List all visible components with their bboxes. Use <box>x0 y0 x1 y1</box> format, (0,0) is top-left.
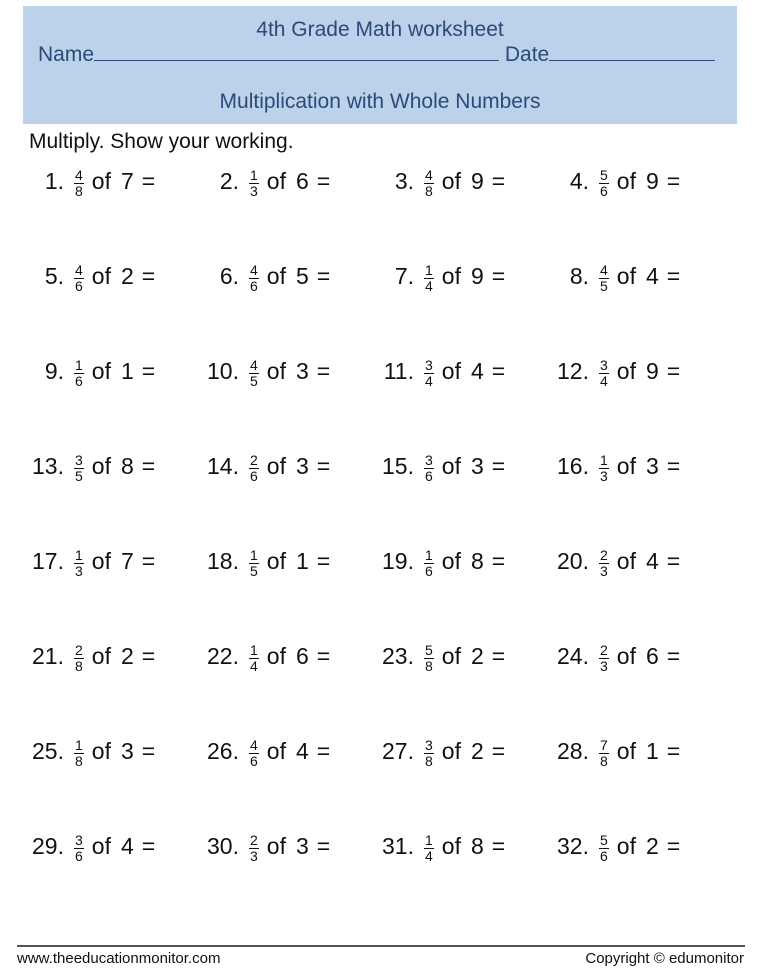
problem-number: 32. <box>557 833 589 859</box>
fraction <box>74 738 84 769</box>
problem-item <box>28 546 155 577</box>
of-word: of <box>91 263 111 289</box>
fraction <box>424 168 434 199</box>
problem-number: 18. <box>207 548 239 574</box>
problem-item <box>378 641 505 672</box>
problem-number: 2. <box>219 168 239 194</box>
whole-number: 7 <box>120 168 134 194</box>
date-field-line[interactable] <box>549 42 715 61</box>
problem-item <box>553 546 680 577</box>
fraction-numerator: 1 <box>75 737 83 753</box>
problem-item <box>28 356 155 387</box>
whole-number: 8 <box>120 453 134 479</box>
of-word: of <box>266 453 286 479</box>
problem-item <box>28 451 155 482</box>
fraction-numerator: 5 <box>600 167 608 183</box>
name-date-row <box>38 42 715 67</box>
whole-number: 9 <box>645 168 659 194</box>
problem-item <box>553 831 680 862</box>
problem-item <box>203 831 330 862</box>
fraction <box>424 738 434 769</box>
fraction-denominator: 6 <box>75 848 83 864</box>
fraction <box>74 358 84 389</box>
whole-number: 1 <box>645 738 659 764</box>
problem-item <box>28 831 155 862</box>
problem-number: 15. <box>382 453 414 479</box>
of-word: of <box>91 168 111 194</box>
fraction-denominator: 6 <box>250 468 258 484</box>
equals-sign: = <box>491 453 506 479</box>
whole-number: 4 <box>645 263 659 289</box>
fraction-numerator: 3 <box>75 452 83 468</box>
worksheet-header <box>23 6 737 124</box>
equals-sign: = <box>666 833 681 859</box>
problem-number: 29. <box>32 833 64 859</box>
of-word: of <box>266 263 286 289</box>
of-word: of <box>441 168 461 194</box>
problem-number: 23. <box>382 643 414 669</box>
fraction <box>599 643 609 674</box>
fraction <box>249 738 259 769</box>
whole-number: 2 <box>645 833 659 859</box>
problem-item <box>378 546 505 577</box>
problem-number: 25. <box>32 738 64 764</box>
fraction-numerator: 1 <box>250 167 258 183</box>
problem-number: 9. <box>44 358 64 384</box>
problem-number: 1. <box>44 168 64 194</box>
fraction-numerator: 4 <box>250 262 258 278</box>
fraction-denominator: 8 <box>425 183 433 199</box>
whole-number: 2 <box>470 643 484 669</box>
whole-number: 9 <box>645 358 659 384</box>
equals-sign: = <box>666 168 681 194</box>
equals-sign: = <box>316 263 331 289</box>
fraction-denominator: 3 <box>600 658 608 674</box>
problem-item <box>553 356 680 387</box>
fraction-numerator: 1 <box>425 262 433 278</box>
fraction-numerator: 4 <box>600 262 608 278</box>
fraction-numerator: 1 <box>425 832 433 848</box>
problem-number: 11. <box>383 358 414 384</box>
equals-sign: = <box>316 168 331 194</box>
fraction <box>249 263 259 294</box>
equals-sign: = <box>666 643 681 669</box>
fraction <box>599 833 609 864</box>
fraction-numerator: 5 <box>600 832 608 848</box>
fraction-numerator: 7 <box>600 737 608 753</box>
of-word: of <box>441 738 461 764</box>
fraction-numerator: 3 <box>75 832 83 848</box>
problem-item <box>553 736 680 767</box>
fraction-numerator: 2 <box>600 547 608 563</box>
problem-number: 6. <box>219 263 239 289</box>
equals-sign: = <box>316 358 331 384</box>
name-label: Name <box>38 43 95 66</box>
fraction-denominator: 3 <box>75 563 83 579</box>
problem-item <box>378 261 505 292</box>
date-label: Date <box>504 43 550 66</box>
problem-item <box>378 831 505 862</box>
whole-number: 1 <box>295 548 309 574</box>
fraction-denominator: 3 <box>250 183 258 199</box>
equals-sign: = <box>141 168 156 194</box>
fraction <box>424 548 434 579</box>
fraction <box>424 643 434 674</box>
problem-number: 17. <box>32 548 64 574</box>
of-word: of <box>441 263 461 289</box>
problem-item <box>378 736 505 767</box>
of-word: of <box>266 738 286 764</box>
fraction-denominator: 3 <box>600 563 608 579</box>
equals-sign: = <box>491 358 506 384</box>
problem-number: 5. <box>44 263 64 289</box>
footer-divider <box>17 945 745 947</box>
whole-number: 9 <box>470 263 484 289</box>
equals-sign: = <box>666 263 681 289</box>
problem-number: 3. <box>394 168 414 194</box>
problem-number: 22. <box>207 643 239 669</box>
equals-sign: = <box>141 548 156 574</box>
problem-number: 8. <box>569 263 589 289</box>
of-word: of <box>91 453 111 479</box>
problem-number: 31. <box>382 833 414 859</box>
fraction-denominator: 4 <box>425 848 433 864</box>
fraction <box>74 548 84 579</box>
whole-number: 4 <box>295 738 309 764</box>
fraction <box>599 168 609 199</box>
fraction <box>599 263 609 294</box>
of-word: of <box>441 548 461 574</box>
fraction-denominator: 8 <box>425 658 433 674</box>
problem-number: 14. <box>207 453 239 479</box>
problem-item <box>28 641 155 672</box>
problem-item <box>203 356 330 387</box>
fraction-denominator: 8 <box>75 658 83 674</box>
whole-number: 6 <box>645 643 659 669</box>
problem-number: 30. <box>207 833 239 859</box>
fraction <box>249 453 259 484</box>
fraction <box>249 168 259 199</box>
fraction <box>74 263 84 294</box>
whole-number: 3 <box>295 358 309 384</box>
whole-number: 2 <box>120 263 134 289</box>
problem-number: 16. <box>557 453 589 479</box>
equals-sign: = <box>666 548 681 574</box>
equals-sign: = <box>316 453 331 479</box>
fraction-numerator: 2 <box>75 642 83 658</box>
whole-number: 2 <box>120 643 134 669</box>
equals-sign: = <box>491 738 506 764</box>
problem-number: 24. <box>557 643 589 669</box>
whole-number: 1 <box>120 358 134 384</box>
fraction-numerator: 2 <box>600 642 608 658</box>
fraction-denominator: 8 <box>425 753 433 769</box>
of-word: of <box>616 168 636 194</box>
of-word: of <box>616 548 636 574</box>
fraction-denominator: 3 <box>600 468 608 484</box>
whole-number: 3 <box>295 833 309 859</box>
problem-item <box>553 166 680 197</box>
fraction-denominator: 4 <box>425 373 433 389</box>
problem-item <box>203 641 330 672</box>
equals-sign: = <box>141 263 156 289</box>
problem-item <box>28 166 155 197</box>
whole-number: 9 <box>470 168 484 194</box>
problem-number: 26. <box>207 738 239 764</box>
whole-number: 6 <box>295 643 309 669</box>
fraction-numerator: 1 <box>425 547 433 563</box>
instructions: Multiply. Show your working. <box>29 130 294 153</box>
problem-number: 13. <box>32 453 64 479</box>
fraction-denominator: 8 <box>75 753 83 769</box>
fraction-denominator: 4 <box>250 658 258 674</box>
problem-item <box>203 546 330 577</box>
fraction-denominator: 5 <box>600 278 608 294</box>
fraction <box>424 263 434 294</box>
of-word: of <box>616 453 636 479</box>
equals-sign: = <box>141 643 156 669</box>
fraction-denominator: 8 <box>600 753 608 769</box>
fraction-denominator: 6 <box>250 278 258 294</box>
equals-sign: = <box>491 643 506 669</box>
problem-item <box>553 451 680 482</box>
of-word: of <box>266 833 286 859</box>
problem-number: 7. <box>394 263 414 289</box>
fraction-numerator: 1 <box>75 357 83 373</box>
whole-number: 2 <box>470 738 484 764</box>
fraction <box>599 548 609 579</box>
fraction-numerator: 3 <box>425 452 433 468</box>
problem-item <box>203 451 330 482</box>
fraction-denominator: 5 <box>250 373 258 389</box>
problem-number: 21. <box>32 643 64 669</box>
fraction-numerator: 1 <box>250 642 258 658</box>
of-word: of <box>91 833 111 859</box>
fraction-numerator: 5 <box>425 642 433 658</box>
fraction <box>599 358 609 389</box>
fraction-numerator: 4 <box>75 262 83 278</box>
fraction <box>249 833 259 864</box>
problem-item <box>203 736 330 767</box>
equals-sign: = <box>141 738 156 764</box>
fraction-denominator: 4 <box>600 373 608 389</box>
of-word: of <box>266 643 286 669</box>
equals-sign: = <box>141 358 156 384</box>
problem-item <box>28 261 155 292</box>
fraction <box>424 358 434 389</box>
of-word: of <box>441 358 461 384</box>
fraction-numerator: 2 <box>250 832 258 848</box>
fraction-denominator: 6 <box>425 468 433 484</box>
fraction-denominator: 6 <box>600 848 608 864</box>
fraction <box>424 453 434 484</box>
fraction-denominator: 6 <box>75 373 83 389</box>
fraction-numerator: 2 <box>250 452 258 468</box>
equals-sign: = <box>666 358 681 384</box>
fraction-denominator: 6 <box>75 278 83 294</box>
equals-sign: = <box>316 833 331 859</box>
whole-number: 3 <box>295 453 309 479</box>
equals-sign: = <box>141 453 156 479</box>
fraction <box>599 738 609 769</box>
problem-item <box>378 451 505 482</box>
fraction-numerator: 4 <box>250 737 258 753</box>
equals-sign: = <box>316 643 331 669</box>
whole-number: 8 <box>470 833 484 859</box>
fraction-denominator: 6 <box>250 753 258 769</box>
problem-item <box>553 641 680 672</box>
of-word: of <box>91 358 111 384</box>
problem-item <box>378 356 505 387</box>
equals-sign: = <box>141 833 156 859</box>
problem-number: 19. <box>382 548 414 574</box>
fraction-numerator: 1 <box>75 547 83 563</box>
problem-number: 4. <box>569 168 589 194</box>
problem-number: 20. <box>557 548 589 574</box>
fraction <box>424 833 434 864</box>
fraction-numerator: 1 <box>250 547 258 563</box>
fraction <box>74 833 84 864</box>
fraction <box>74 168 84 199</box>
of-word: of <box>441 643 461 669</box>
whole-number: 3 <box>120 738 134 764</box>
fraction-numerator: 4 <box>425 167 433 183</box>
name-field-line[interactable] <box>94 42 499 61</box>
problem-number: 28. <box>557 738 589 764</box>
fraction-denominator: 6 <box>600 183 608 199</box>
equals-sign: = <box>491 263 506 289</box>
fraction-numerator: 3 <box>425 357 433 373</box>
fraction <box>249 643 259 674</box>
of-word: of <box>266 548 286 574</box>
equals-sign: = <box>491 548 506 574</box>
equals-sign: = <box>316 548 331 574</box>
fraction-denominator: 8 <box>75 183 83 199</box>
whole-number: 7 <box>120 548 134 574</box>
whole-number: 8 <box>470 548 484 574</box>
of-word: of <box>616 643 636 669</box>
footer-website: www.theeducationmonitor.com <box>17 950 221 967</box>
problem-item <box>28 736 155 767</box>
problem-number: 27. <box>382 738 414 764</box>
fraction-numerator: 3 <box>425 737 433 753</box>
fraction <box>74 453 84 484</box>
of-word: of <box>91 643 111 669</box>
of-word: of <box>616 358 636 384</box>
of-word: of <box>266 168 286 194</box>
problem-item <box>553 261 680 292</box>
of-word: of <box>91 738 111 764</box>
fraction <box>249 358 259 389</box>
fraction-denominator: 5 <box>75 468 83 484</box>
equals-sign: = <box>666 738 681 764</box>
of-word: of <box>441 453 461 479</box>
fraction-denominator: 4 <box>425 278 433 294</box>
equals-sign: = <box>316 738 331 764</box>
worksheet-subtitle: Multiplication with Whole Numbers <box>219 90 541 113</box>
fraction-numerator: 1 <box>600 452 608 468</box>
of-word: of <box>441 833 461 859</box>
fraction <box>599 453 609 484</box>
equals-sign: = <box>491 833 506 859</box>
footer-copyright: Copyright © edumonitor <box>585 950 744 967</box>
fraction-denominator: 5 <box>250 563 258 579</box>
worksheet-title: 4th Grade Math worksheet <box>256 18 504 41</box>
fraction <box>74 643 84 674</box>
of-word: of <box>616 833 636 859</box>
of-word: of <box>616 738 636 764</box>
problem-item <box>203 261 330 292</box>
fraction-denominator: 6 <box>425 563 433 579</box>
problem-number: 10. <box>207 358 239 384</box>
fraction-numerator: 4 <box>75 167 83 183</box>
fraction-denominator: 3 <box>250 848 258 864</box>
fraction-numerator: 4 <box>250 357 258 373</box>
whole-number: 4 <box>470 358 484 384</box>
problem-number: 12. <box>557 358 589 384</box>
of-word: of <box>266 358 286 384</box>
whole-number: 4 <box>120 833 134 859</box>
problem-item <box>203 166 330 197</box>
fraction <box>249 548 259 579</box>
whole-number: 6 <box>295 168 309 194</box>
whole-number: 3 <box>470 453 484 479</box>
of-word: of <box>616 263 636 289</box>
fraction-numerator: 3 <box>600 357 608 373</box>
equals-sign: = <box>491 168 506 194</box>
equals-sign: = <box>666 453 681 479</box>
of-word: of <box>91 548 111 574</box>
whole-number: 3 <box>645 453 659 479</box>
whole-number: 4 <box>645 548 659 574</box>
problem-item <box>378 166 505 197</box>
whole-number: 5 <box>295 263 309 289</box>
